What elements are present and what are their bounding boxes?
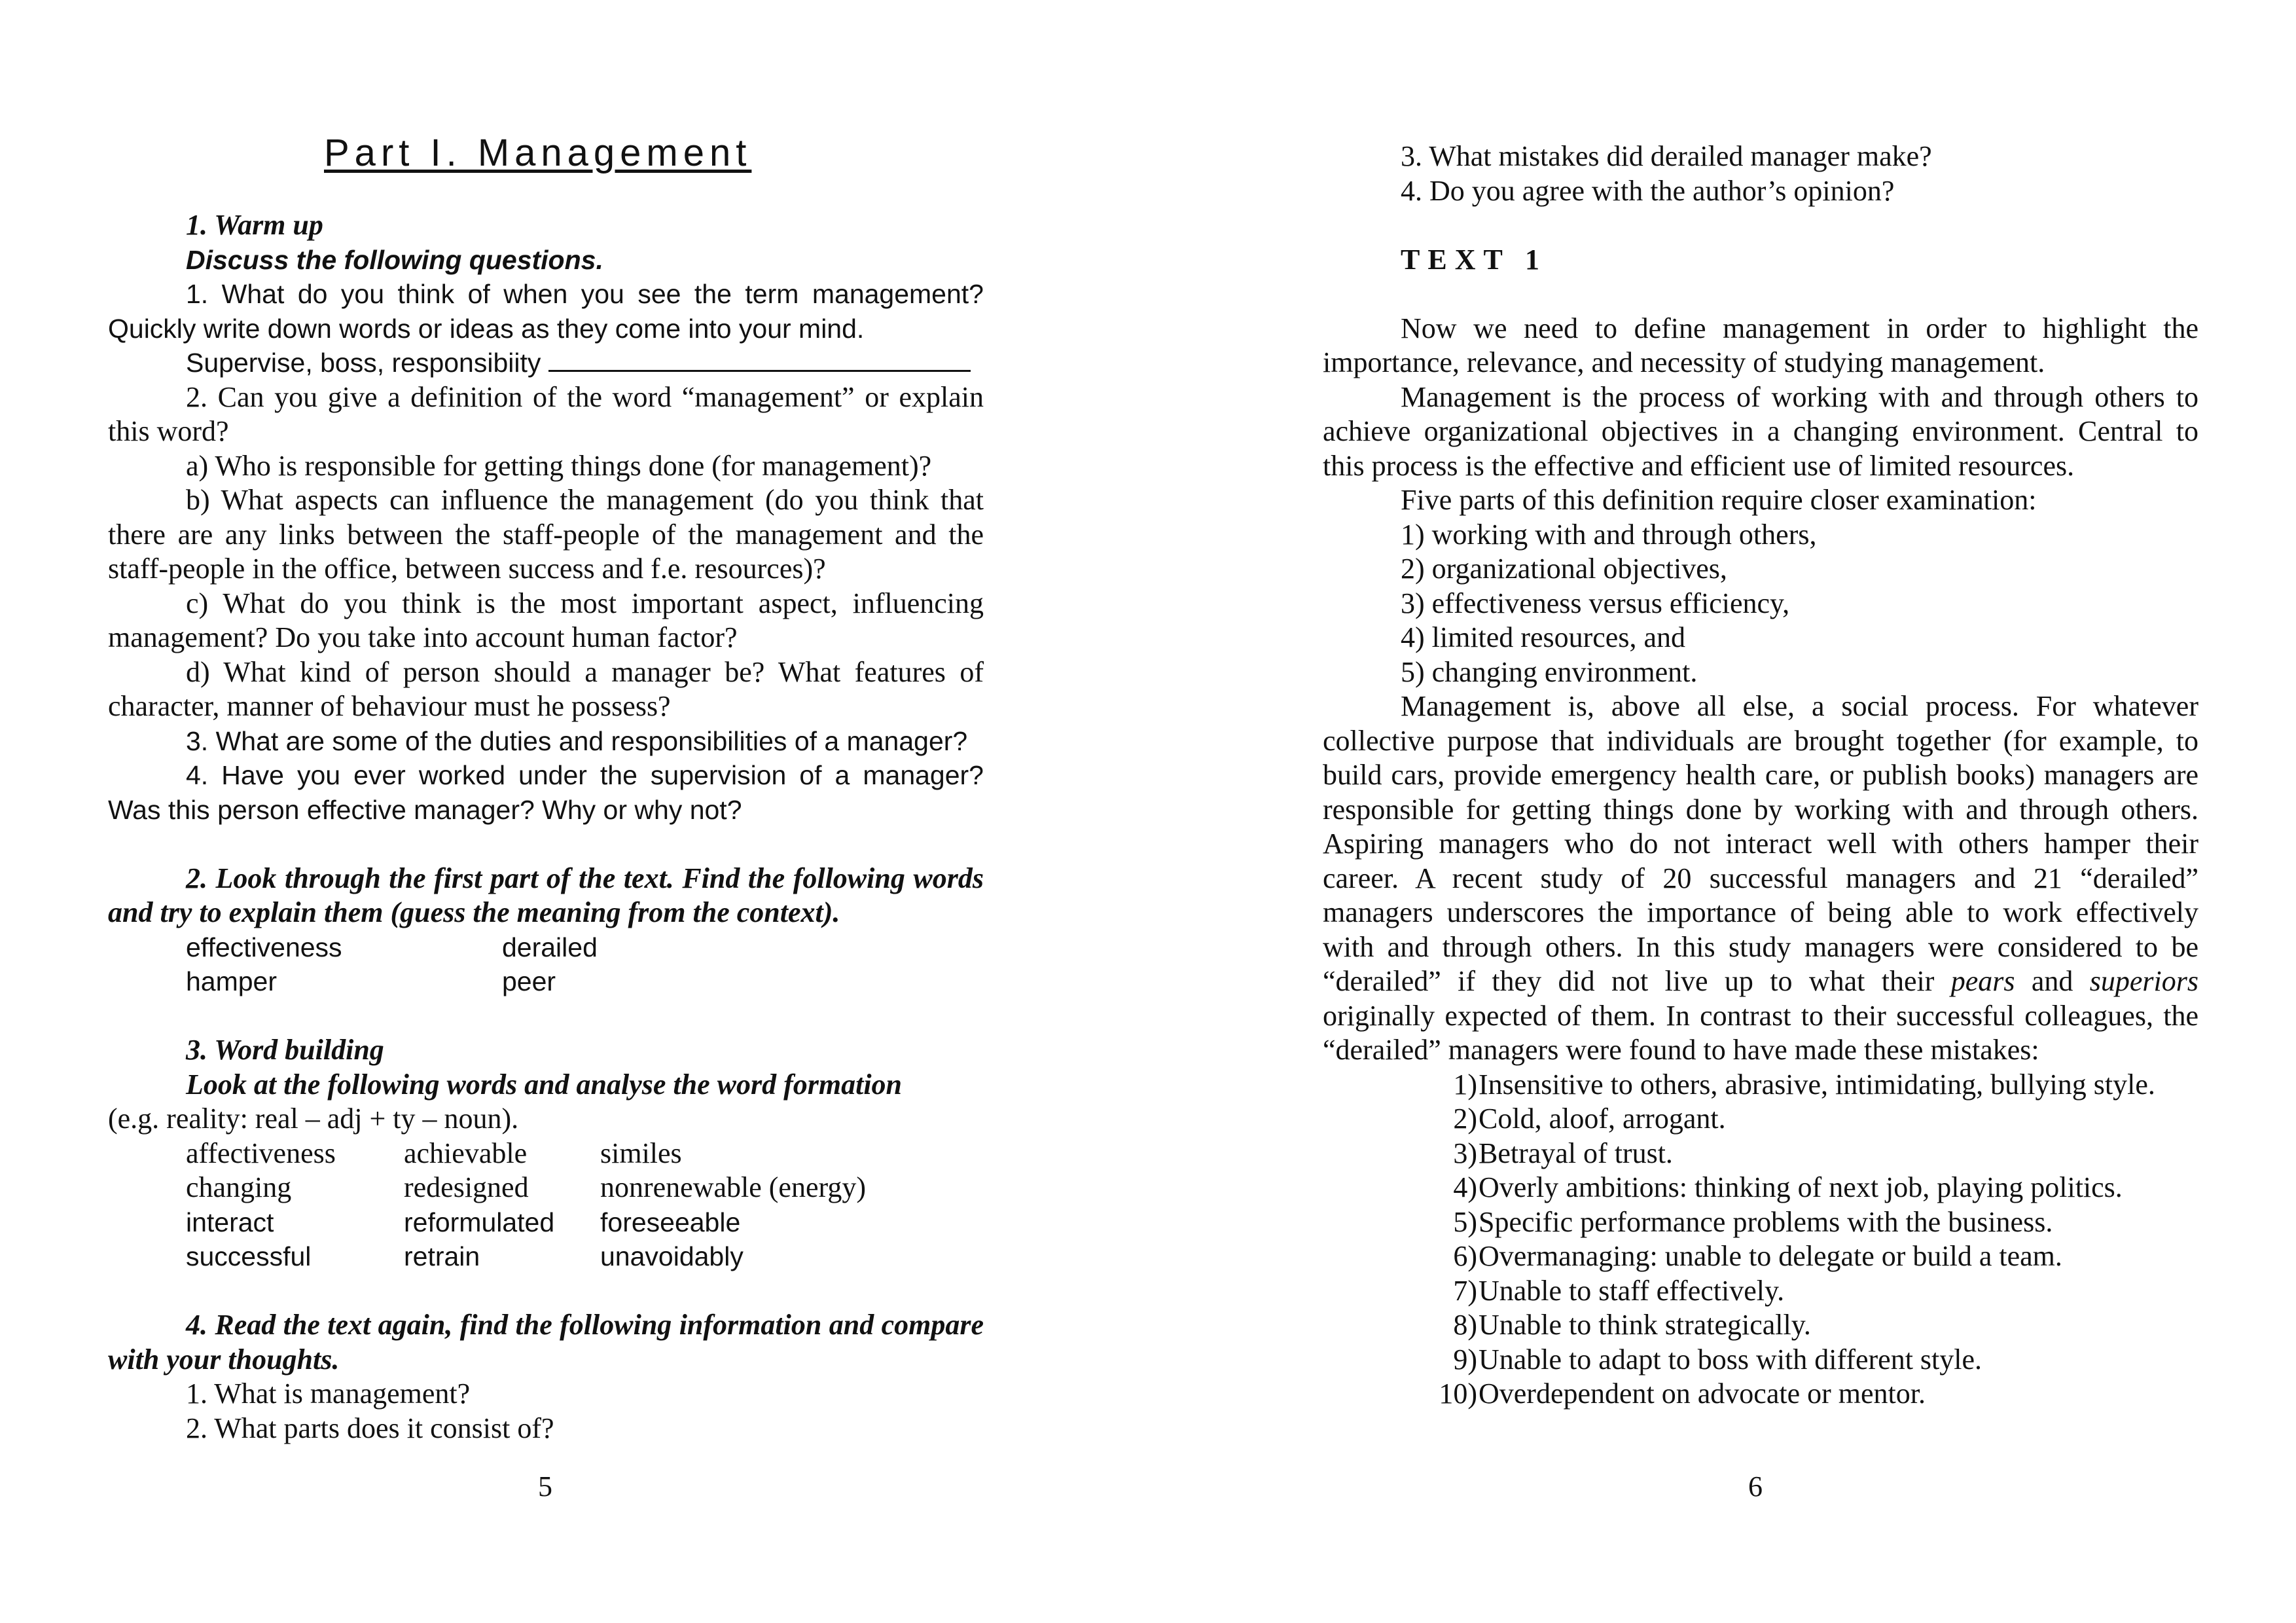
- answer-blank: [548, 346, 971, 372]
- mistake-text: Unable to adapt to boss with different style.: [1479, 1343, 1982, 1376]
- question-2d: d) What kind of person should a manager be? What features of character, manner of behaviour must he possess?: [108, 655, 984, 722]
- mistake-number: 3): [1453, 1137, 1477, 1169]
- word-cell: changing: [186, 1171, 292, 1203]
- paragraph-1: Now we need to define management in order to highlight the importance, relevance, and necessity of studying management.: [1323, 312, 2198, 378]
- mistake-item: [1354, 1343, 2198, 1377]
- page-number: 5: [538, 1470, 552, 1503]
- word-cell: affectiveness: [186, 1137, 336, 1169]
- word-building-example: (e.g. reality: real – adj + ty – noun).: [108, 1103, 519, 1135]
- page-number: 6: [1748, 1470, 1763, 1503]
- mistake-item: [1354, 1205, 2198, 1240]
- mistake-number: 8): [1453, 1309, 1477, 1341]
- question-2a: a) Who is responsible for getting things done (for management)?: [186, 449, 932, 482]
- paragraph-4-start: Management is, above all else, a social process. For whatever collective purpose that individuals are brought together (for example, to build cars, provide emergency health care, or publish books) managers are responsible for getting things done by working with and through others. Aspiring managers who do not interact well with others hamper their career. A recent study of 20 successful managers and 21 “derailed” managers underscores the importance of being able to work effectively with and through others. In this study managers were considered to be “derailed” if they did not live up to what their: [1323, 690, 2198, 997]
- mistake-number: 2): [1453, 1103, 1477, 1135]
- mistake-number: 1): [1453, 1068, 1477, 1101]
- exercise-4-question-3: 3. What mistakes did derailed manager make?: [1401, 140, 1932, 172]
- word-cell: interact: [186, 1207, 274, 1237]
- exercise-4-question-4: 4. Do you agree with the author’s opinion?: [1401, 174, 1895, 207]
- mistake-text: Overdependent on advocate or mentor.: [1479, 1377, 1926, 1410]
- word-cell: similes: [600, 1137, 682, 1169]
- pears-term: pears: [1950, 965, 2015, 997]
- definition-part: 4) limited resources, and: [1401, 621, 1685, 653]
- paragraph-2: Management is the process of working with and through others to achieve organizational objectives in a changing environment. Central to this process is the effective and efficient use of limited resources.: [1323, 380, 2198, 482]
- warm-up-instruction: Discuss the following questions.: [186, 244, 603, 275]
- exercise-2-instruction: 2. Look through the first part of the text. Find the following words and try to explain them (guess the meaning from the context).: [108, 862, 984, 928]
- question-1-answer-line: [108, 346, 984, 380]
- mistakes-list: [1323, 1068, 2198, 1412]
- page-title: Part I. Management: [324, 132, 752, 174]
- mistake-item: [1354, 1137, 2198, 1171]
- exercise-4-instruction: 4. Read the text again, find the following information and compare with your thoughts.: [108, 1309, 984, 1376]
- word-cell: redesigned: [404, 1171, 529, 1203]
- mistake-number: 5): [1453, 1205, 1477, 1238]
- exercise-4-question-1: 1. What is management?: [186, 1377, 471, 1410]
- mistake-item: [1354, 1308, 2198, 1343]
- word-cell: successful: [186, 1241, 312, 1271]
- word-cell: unavoidably: [600, 1241, 744, 1271]
- mistake-item: [1354, 1274, 2198, 1309]
- question-4: 4. Have you ever worked under the supervision of a manager? Was this person effective manager? Why or why not?: [108, 760, 984, 825]
- mistake-text: Overmanaging: unable to delegate or build a team.: [1479, 1240, 2062, 1272]
- paragraph-4-end: originally expected of them. In contrast to their successful colleagues, the “derailed” managers were found to have made these mistakes:: [1323, 999, 2198, 1066]
- mistake-text: Betrayal of trust.: [1479, 1137, 1673, 1169]
- right-page: [1323, 0, 2198, 1623]
- word-cell: nonrenewable (energy): [600, 1171, 866, 1203]
- text-heading: TEXT 1: [1401, 243, 1548, 276]
- question-2c: c) What do you think is the most important aspect, influencing management? Do you take into account human factor?: [108, 587, 984, 653]
- exercise-2-word-list: [108, 930, 984, 999]
- word-cell: foreseeable: [600, 1207, 741, 1237]
- mistake-item: [1354, 1068, 2198, 1103]
- mistake-item: [1354, 1102, 2198, 1137]
- right-page-content: [1323, 139, 2198, 1412]
- mistake-item: [1354, 1239, 2198, 1274]
- word-building-table: [108, 1137, 984, 1274]
- question-1-answer: Supervise, boss, responsibiity: [186, 348, 541, 378]
- word-building-instruction: Look at the following words and analyse the word formation: [186, 1068, 903, 1101]
- mistake-text: Cold, aloof, arrogant.: [1479, 1103, 1726, 1135]
- mistake-text: Unable to think strategically.: [1479, 1309, 1811, 1341]
- mistake-number: 9): [1453, 1343, 1477, 1376]
- paragraph-4-and: and: [2031, 965, 2073, 997]
- definition-part: 3) effectiveness versus efficiency,: [1401, 587, 1790, 619]
- left-page-content: [108, 208, 984, 1446]
- question-2: 2. Can you give a definition of the word “management” or explain this word?: [108, 380, 984, 447]
- mistake-number: 4): [1453, 1171, 1477, 1203]
- question-1: 1. What do you think of when you see the term management? Quickly write down words or ideas as they come into your mind.: [108, 279, 984, 344]
- word-cell: retrain: [404, 1241, 480, 1271]
- definition-part: 2) organizational objectives,: [1401, 553, 1727, 585]
- paragraph-4: [1323, 689, 2198, 1068]
- mistake-item: [1354, 1377, 2198, 1412]
- definition-part: 1) working with and through others,: [1401, 518, 1817, 551]
- mistake-text: Specific performance problems with the business.: [1479, 1205, 2053, 1238]
- warm-up-heading: 1. Warm up: [186, 209, 323, 241]
- left-page: [108, 0, 984, 1623]
- question-3: 3. What are some of the duties and responsibilities of a manager?: [186, 725, 968, 756]
- word-building-heading: 3. Word building: [186, 1034, 384, 1066]
- definition-part: 5) changing environment.: [1401, 655, 1698, 688]
- mistake-item: [1354, 1171, 2198, 1205]
- question-2b: b) What aspects can influence the management (do you think that there are any links between the staff-people of the management and the staff-people in the office, between success and f.e. resources)?: [108, 484, 984, 585]
- mistake-text: Unable to staff effectively.: [1479, 1274, 1785, 1307]
- word-item: peer: [502, 966, 556, 996]
- mistake-number: 6): [1453, 1240, 1477, 1272]
- word-item: derailed: [502, 932, 598, 962]
- paragraph-3: Five parts of this definition require closer examination:: [1401, 484, 2037, 516]
- mistake-text: Overly ambitions: thinking of next job, playing politics.: [1479, 1171, 2123, 1203]
- mistake-text: Insensitive to others, abrasive, intimidating, bullying style.: [1479, 1068, 2155, 1101]
- word-item: effectiveness: [186, 932, 342, 962]
- word-cell: reformulated: [404, 1207, 555, 1237]
- exercise-4-question-2: 2. What parts does it consist of?: [186, 1412, 554, 1444]
- mistake-number: 10): [1439, 1377, 1477, 1410]
- mistake-number: 7): [1453, 1274, 1477, 1307]
- word-cell: achievable: [404, 1137, 528, 1169]
- word-item: hamper: [186, 966, 278, 996]
- superiors-term: superiors: [2089, 965, 2199, 997]
